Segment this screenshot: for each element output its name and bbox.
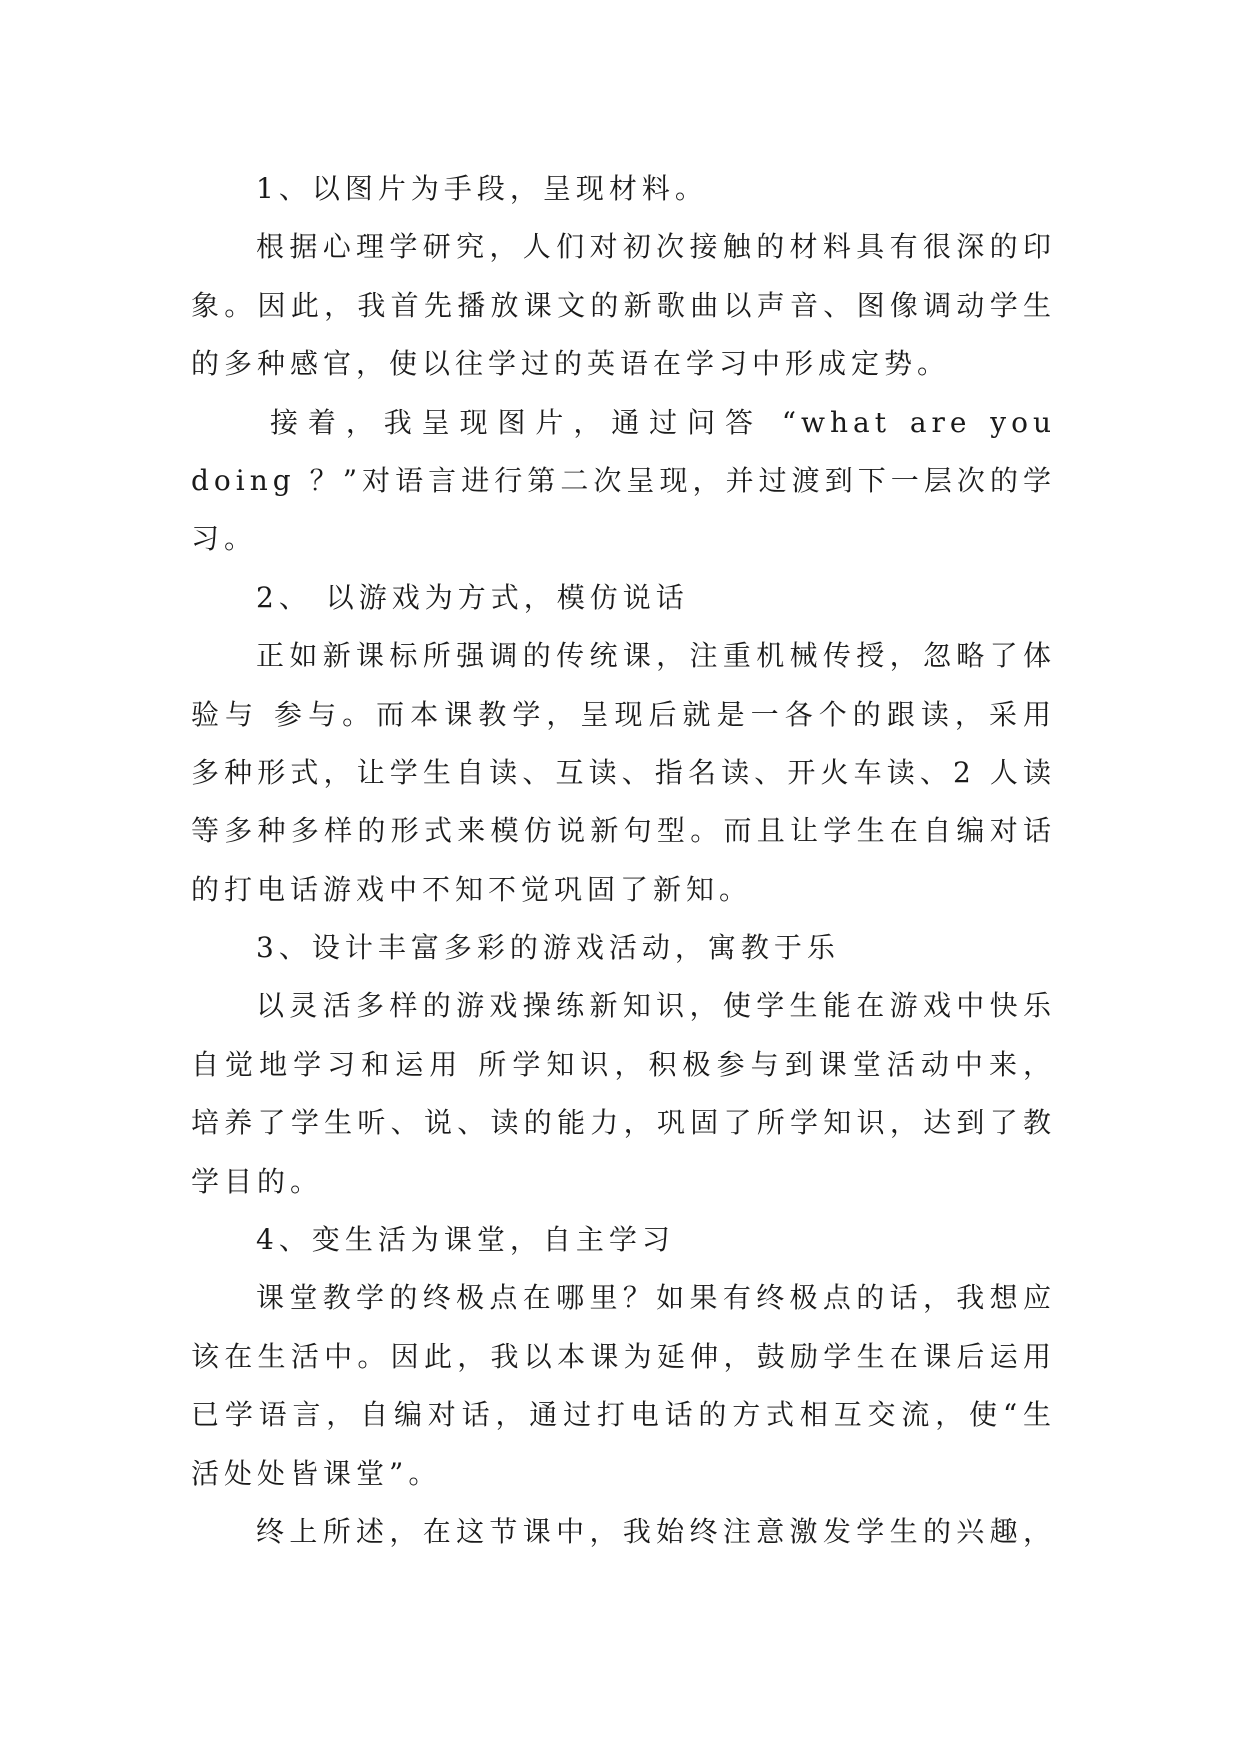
paragraph-line: 自觉地学习和运用 所学知识，积极参与到课堂活动中来， — [191, 1047, 1056, 1081]
section-heading-1 — [191, 160, 1056, 218]
paragraph-line: 终上所述，在这节课中，我始终注意激发学生的兴趣， — [256, 1514, 1056, 1548]
paragraph — [191, 1503, 1056, 1561]
paragraph-line: 习。 — [191, 522, 258, 556]
paragraph — [191, 977, 1056, 1211]
paragraph-line: 等多种多样的形式来模仿说新句型。而且让学生在自编对话 — [191, 814, 1056, 848]
section-heading-2 — [191, 569, 1056, 627]
paragraph-line: 正如新课标所强调的传统课，注重机械传授，忽略了体 — [256, 639, 1056, 673]
section-heading-3 — [191, 919, 1056, 977]
paragraph-line: 培养了学生听、说、读的能力，巩固了所学知识，达到了教 — [191, 1106, 1056, 1140]
paragraph-line: 多种形式，让学生自读、互读、指名读、开火车读、2 人读 — [191, 755, 1056, 789]
paragraph-line: 以灵活多样的游戏操练新知识，使学生能在游戏中快乐 — [256, 989, 1056, 1023]
section-heading-4 — [191, 1211, 1056, 1269]
paragraph-line: 课堂教学的终极点在哪里？如果有终极点的话，我想应 — [256, 1281, 1056, 1315]
paragraph-line: 已学语言，自编对话，通过打电话的方式相互交流，使“生 — [191, 1398, 1056, 1432]
paragraph-line: 根据心理学研究，人们对初次接触的材料具有很深的印 — [256, 230, 1056, 264]
heading-line: 4、变生活为课堂，自主学习 — [256, 1223, 675, 1257]
paragraph-line: 象。因此，我首先播放课文的新歌曲以声音、图像调动学生 — [191, 288, 1056, 322]
heading-line: 2、 以游戏为方式，模仿说话 — [256, 580, 689, 614]
paragraph — [191, 394, 1056, 569]
paragraph — [191, 1269, 1056, 1503]
paragraph-line: 的多种感官，使以往学过的英语在学习中形成定势。 — [191, 347, 951, 381]
paragraph-line: 接着，我呈现图片，通过问答 “what are you — [270, 405, 1056, 439]
paragraph-line: doing ？”对语言进行第二次呈现，并过渡到下一层次的学 — [191, 463, 1056, 497]
paragraph-line: 的打电话游戏中不知不觉巩固了新知。 — [191, 872, 753, 906]
paragraph-line: 学目的。 — [191, 1164, 324, 1198]
document-body — [191, 160, 1056, 1561]
heading-line: 3、设计丰富多彩的游戏活动，寓教于乐 — [256, 931, 840, 965]
paragraph — [191, 218, 1056, 393]
paragraph-line: 该在生活中。因此，我以本课为延伸，鼓励学生在课后运用 — [191, 1339, 1056, 1373]
paragraph-line: 活处处皆课堂”。 — [191, 1456, 442, 1490]
heading-line: 1、以图片为手段，呈现材料。 — [256, 172, 708, 205]
paragraph-line: 验与 参与。而本课教学，呈现后就是一各个的跟读，采用 — [191, 697, 1056, 731]
paragraph — [191, 627, 1056, 919]
